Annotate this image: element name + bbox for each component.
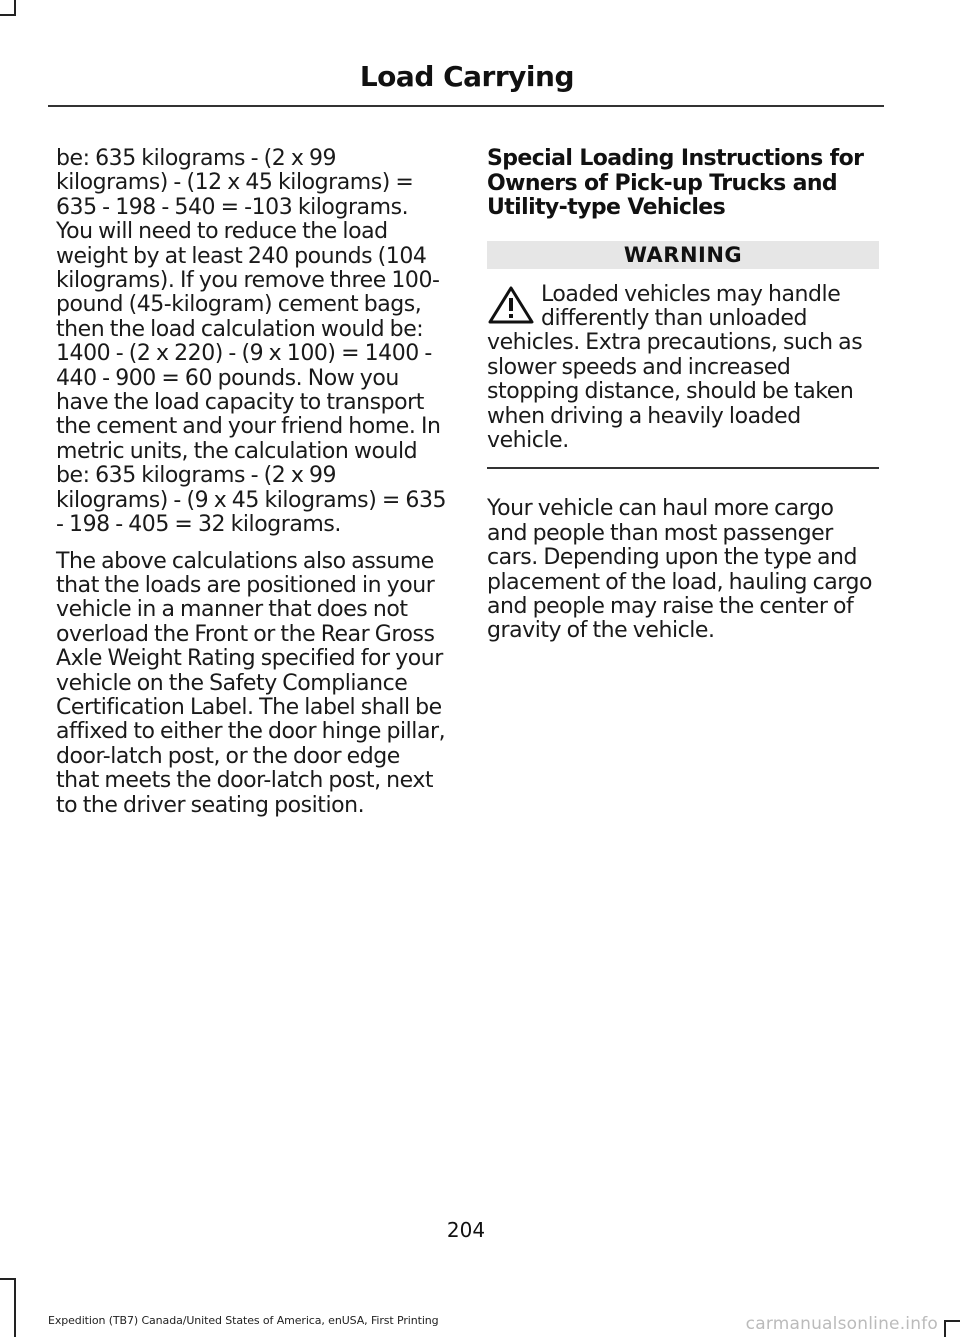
watermark: carmanualsonline.info: [745, 1314, 938, 1334]
header-divider: [48, 105, 884, 107]
crop-mark-bottom-right-h: [944, 1320, 960, 1322]
left-column: [56, 147, 448, 830]
crop-mark-bottom-left: [14, 1278, 16, 1337]
crop-mark-top-left-h: [0, 14, 16, 16]
body-paragraph: The above calculations also assume that the loads are positioned in your vehicle in a manner that does not overload the Front or the Rear Gross Axle Weight Rating specified for your vehicle on the Safety Compliance Certification Label. The label shall be affixed to either the door hinge pillar, door-latch post, or the door edge that meets the door-latch post, next to the driver seating position.: [56, 548, 446, 818]
section-heading: Special Loading Instructions for Owners of Pick-up Trucks and Utility-type Vehicles: [487, 146, 864, 220]
page-title: Load Carrying: [359, 60, 574, 93]
warning-divider: [487, 467, 879, 469]
warning-text: Loaded vehicles may handle differently than unloaded vehicles. Extra precautions, such as slower speeds and increased stopping distance, should be taken when driving a heavily loaded vehicle.: [487, 281, 863, 453]
warning-box: [487, 283, 879, 454]
warning-triangle-icon: [487, 285, 535, 325]
warning-banner: WARNING: [487, 241, 879, 269]
body-paragraph: Your vehicle can haul more cargo and people than most passenger cars. Depending upon the type and placement of the load, hauling cargo and people may raise the center of gravity of the vehicle.: [487, 496, 872, 644]
page-number: 204: [446, 1218, 486, 1242]
edition-footer: Expedition (TB7) Canada/United States of America, enUSA, First Printing: [48, 1314, 439, 1327]
body-paragraph: be: 635 kilograms - (2 x 99 kilograms) - (12 x 45 kilograms) = 635 - 198 - 540 = -103 kilograms. You will need to reduce the load weight by at least 240 pounds (104 kilograms). If you remove three 100-pound (45-kilogram) cement bags, then the load calculation would be: 1400 - (2 x 220) - (9 x 100) = 1400 - 440 - 900 = 60 pounds. Now you have the load capacity to transport the cement and your friend home. In metric units, the calculation would be: 635 kilograms - (2 x 99 kilograms) - (9 x 45 kilograms) = 635 - 198 - 405 = 32 kilograms.: [56, 146, 447, 538]
crop-mark-bottom-right: [944, 1320, 946, 1337]
crop-mark-bottom-left-h: [0, 1278, 16, 1280]
right-column: [487, 147, 879, 656]
